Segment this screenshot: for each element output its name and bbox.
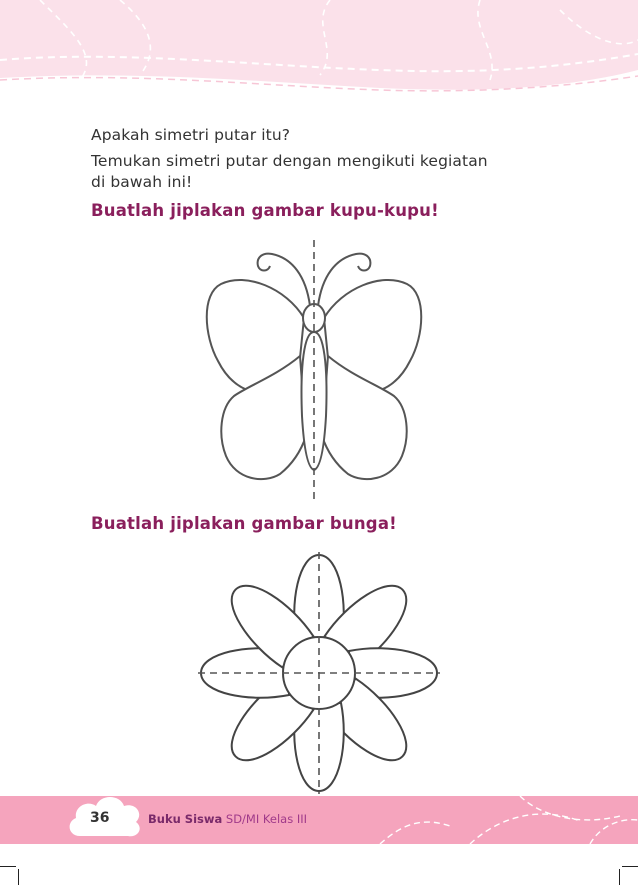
page-number: 36 (90, 810, 110, 826)
book-title (148, 812, 307, 826)
intro-question: Apakah simetri putar itu? (91, 126, 291, 144)
header-decoration (0, 0, 638, 100)
crop-mark (0, 866, 16, 867)
flower-figure (196, 550, 442, 796)
crop-mark (619, 869, 620, 885)
flower-heading: Buatlah jiplakan gambar bunga! (91, 514, 397, 533)
crop-mark (18, 869, 19, 885)
butterfly-figure (196, 236, 432, 506)
intro-instruction-line1: Temukan simetri putar dengan mengikuti kegiatan (91, 152, 488, 170)
book-title-bold: Buku Siswa (148, 812, 223, 826)
intro-instruction-line2: di bawah ini! (91, 173, 193, 191)
butterfly-heading: Buatlah jiplakan gambar kupu-kupu! (91, 201, 439, 220)
crop-mark (622, 866, 638, 867)
book-title-rest: SD/MI Kelas III (222, 812, 308, 826)
